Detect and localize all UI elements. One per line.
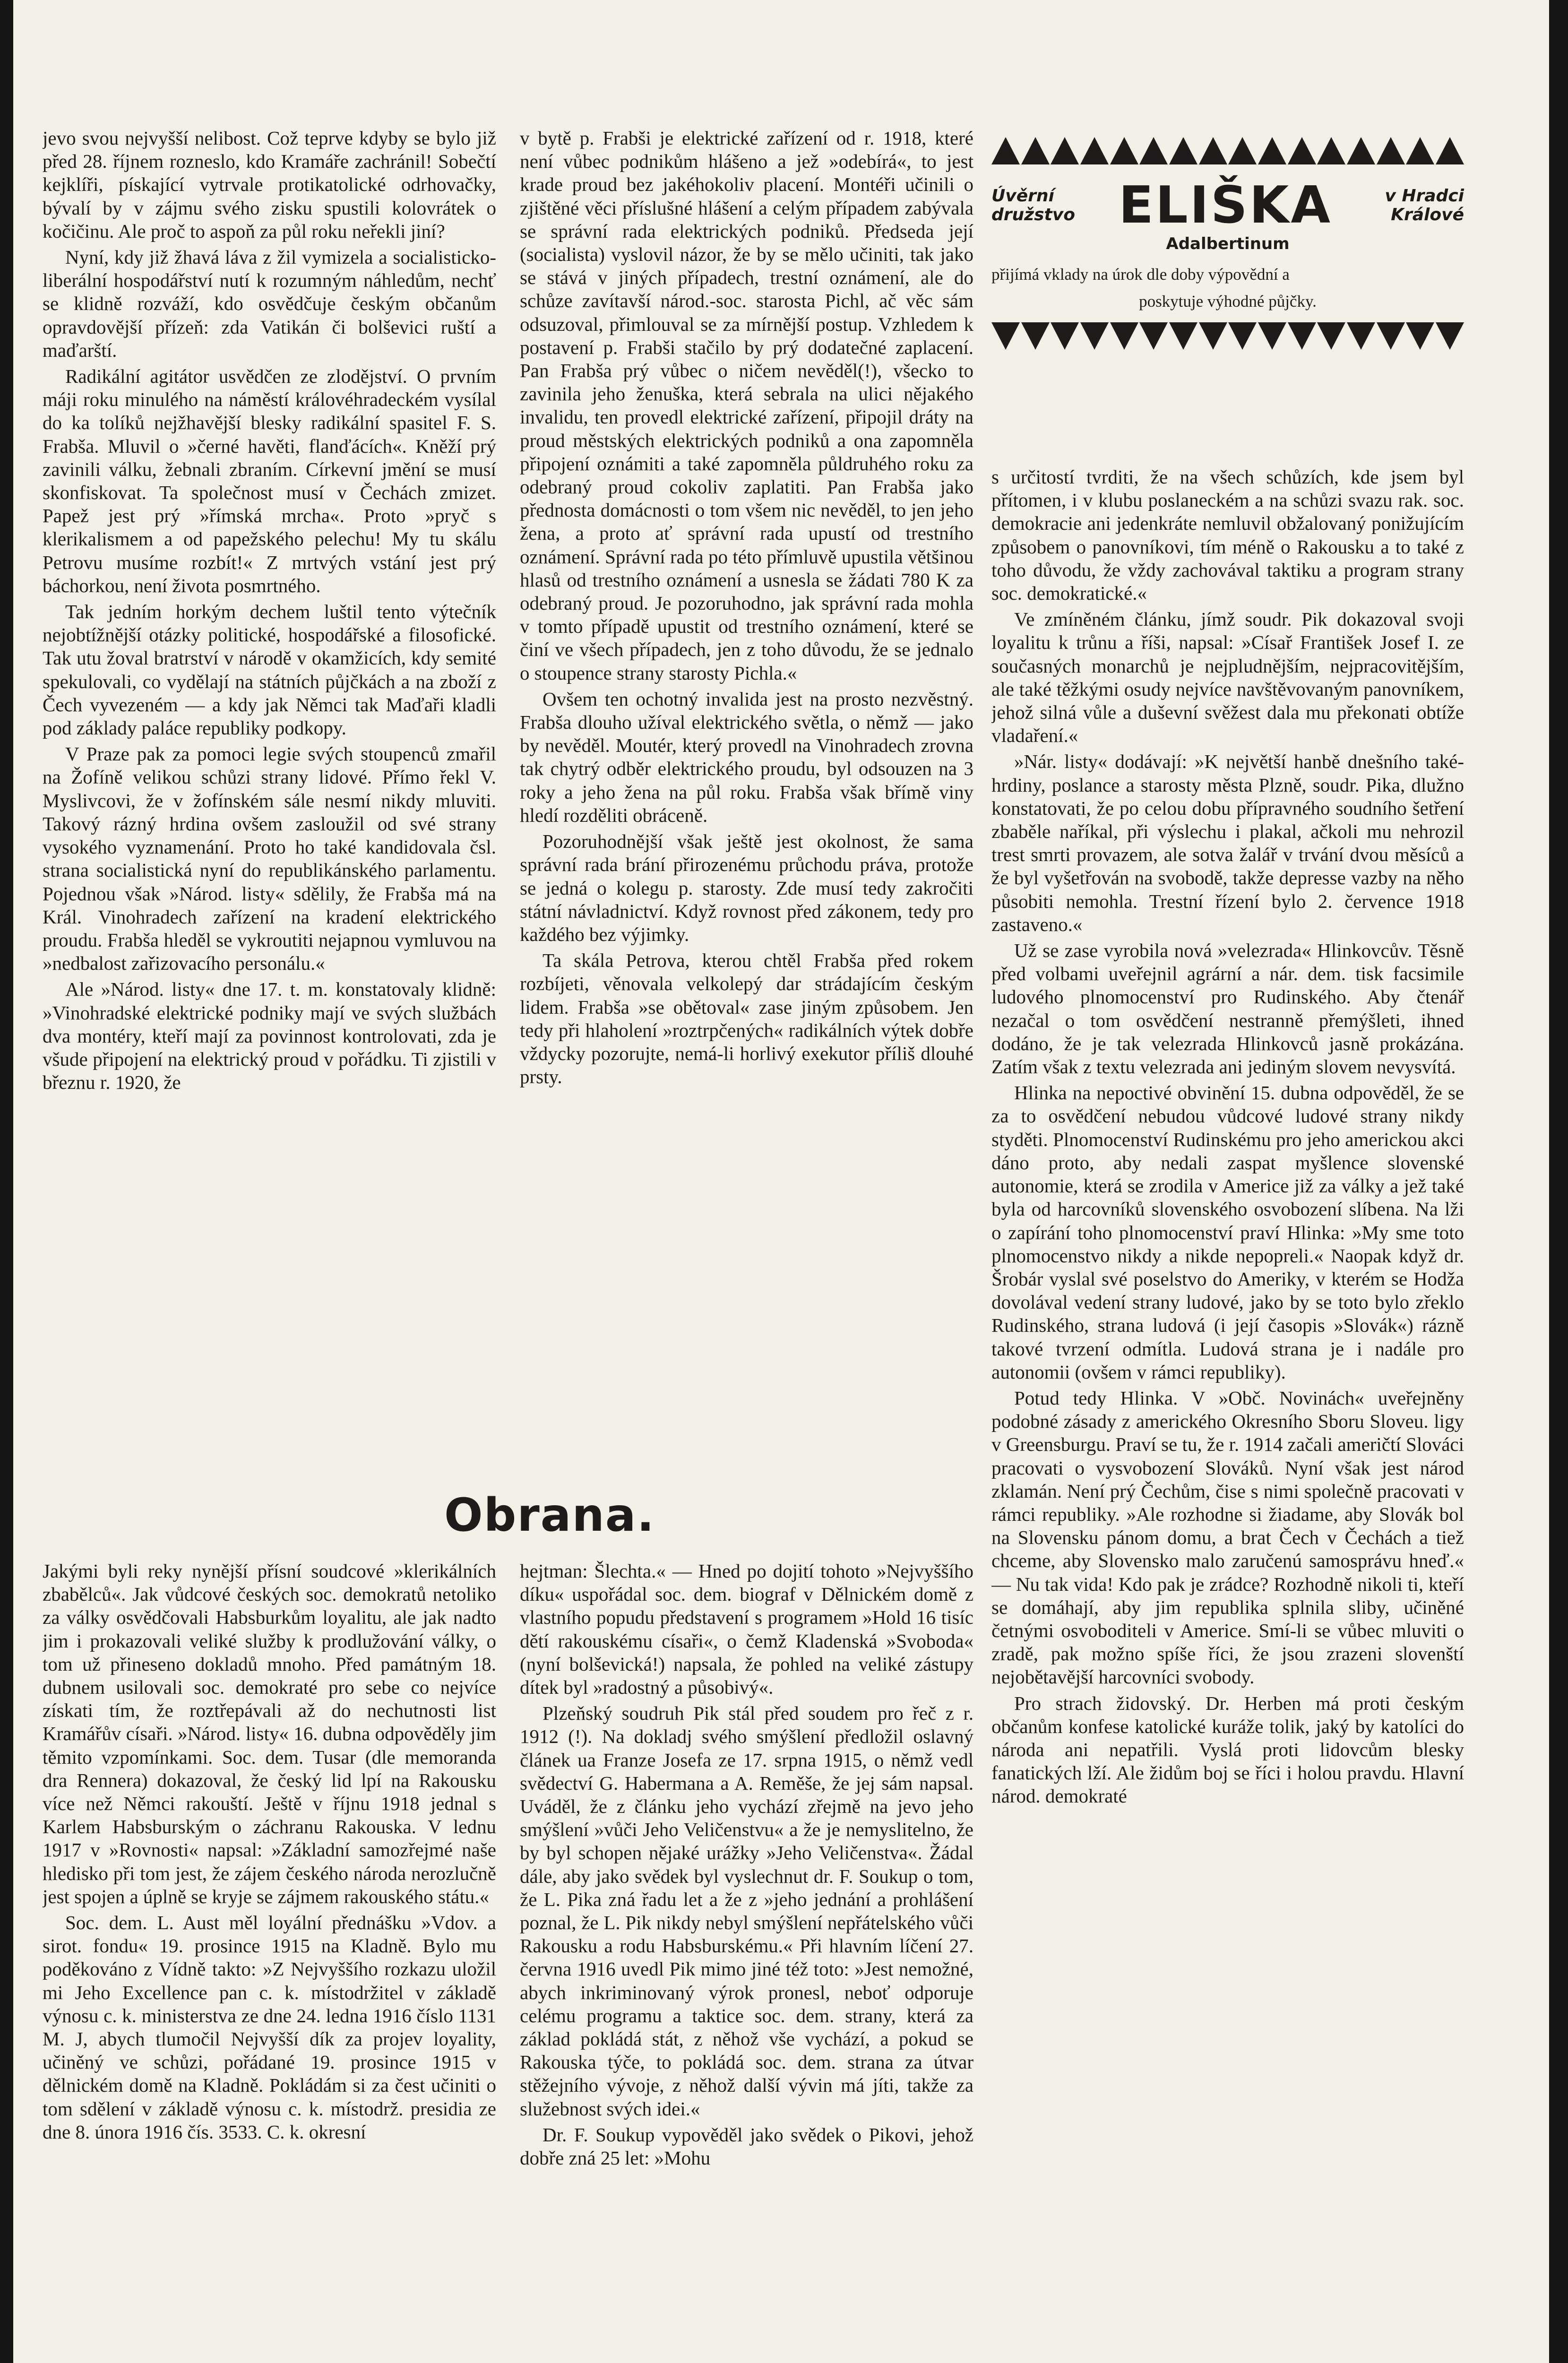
paragraph: Plzeňský soudruh Pik stál před soudem pro řeč z r. 1912 (!). Na dokladj svého smýšlení předložil oslavný článek ua Franze Josefa ze 17. srpna 1915, o němž vedl svědectví G. Habermana a A. Reměše, že jej sám napsal. Uváděl, že z článku jeho vychází zřejmě na jevo jeho smýšlení »vůči Jeho Veličenstvu« a že je nemyslitelno, že by byl schopen nějaké urážky »Jeho Veličenstva«. Žádal dále, aby jako svědek byl vyslechnut dr. F. Soukup o tom, že L. Pika zná řadu let a že z »jeho jednání a prohlášení poznal, že L. Pik nikdy nebyl smýšlení nepřátelského vůči Rakousku a rodu Habsburskému.« Při hlavním líčení 27. června 1916 uvedl Pik mimo jiné též toto: »Jest nemožné, abych inkriminovaný výrok pronesl, neboť odporuje celému programu a taktice soc. dem. strany, která za základ pokládá stát, z něhož vše vychází, a pokud se Rakouska týče, to pokládá soc. dem. strana za útvar stěžejního vývoje, z něhož další vývin má jíti, takže za služebnost svých idei.« (520, 1702, 974, 2120)
ad-offer-2: poskytuje výhodné půjčky. (1139, 292, 1317, 310)
paragraph: Už se zase vyrobila nová »velezrada« Hlinkovcův. Těsně před volbami uveřejnil agrární a nár. dem. tisk facsimile ludového plnomocenství pro Rudinského. Aby čtenář nezačal o tom osvědčení nestranně přemýšleti, ihned dodáno, že je tak velezrada Hlinkovců jasně prokázána. Zatím však z textu velezrada ani jediným slovem nevysvítá. (991, 940, 1464, 1078)
ad-brand: ELIŠKA (1119, 176, 1332, 235)
scan-border-left (0, 0, 13, 2363)
ad-bottom-triangles (991, 322, 1464, 351)
paragraph: jevo svou nejvyšší nelibost. Což teprve kdyby se bylo již před 28. říjnem rozneslo, kdo Kramáře zachránil! Sobečtí kejklíři, pískající vytrvale protikatolické odrhovačky, bývalí by v zájmu svého zisku spustili kolovrátek o kočičinu. Ale proč to aspoň za půl roku neřekli jiní? (43, 127, 496, 242)
column-4 (43, 1560, 496, 2363)
ad-left-words: Úvěrní družstvo (991, 186, 1075, 224)
column-1 (43, 127, 496, 1464)
paragraph: Potud tedy Hlinka. V »Obč. Novinách« uveřejněny podobné zásady z amerického Okresního Sboru Sloveu. ligy v Greensburgu. Praví se tu, že r. 1914 začali američtí Slováci pracovati o vysvobození Slováků. Nyní však jest národ zklamán. Není prý Čechům, čise s nimi společně pracovati v rámci republiky. »Ale rozhodne si žiadame, aby Slovák bol na Slovensku pánom domu, a brat Čech v Čechách a tiež chceme, aby Slovensko malo zaručenú samosprávu hneď.« — Nu tak vida! Kdo pak je zrádce? Rozhodně nikoli ti, kteří se domáhají, aby jim republika splnila sliby, učiněné četnými osvoboditeli v Americe. Smí-li se vůbec mluviti o zradě, pak možno spíše říci, že jsou zrazeni slovenští nejobětavější harcovníci svobody. (991, 1387, 1464, 1688)
scan-border-right (1549, 0, 1568, 2363)
paragraph: Dr. F. Soukup vypověděl jako svědek o Pikovi, jehož dobře zná 25 let: »Mohu (520, 2123, 974, 2169)
paragraph: Nyní, kdy již žhavá láva z žil vymizela a socialisticko-liberální hospodářství nutí k rozumným náhledům, nechť se klidně rozváží, kdo osvědčuje českým občanům opravdovější přízeň: zda Vatikán či bolševici ruští a maďarští. (43, 246, 496, 361)
paragraph: Radikální agitátor usvědčen ze zlodějství. O prvním máji roku minulého na náměstí královéhradeckém vysílal do ka tolíků nejžhavější blesky radikální spasitel F. S. Frabša. Mluvil o »černé havěti, flanďácích«. Kněží prý zavinili válku, žebnali zbraním. Církevní jmění se musí skonfiskovat. Ta společnost musí v Čechách zmizet. Papež jest prý »římská mrcha«. Proto »pryč s klerikalismem a od papežského pelechu! My tu skálu Petrovu musíme rozbít!« Z mrtvých vstání jest prý báchorkou, není života posmrtného. (43, 365, 496, 596)
section-title: Obrana. (444, 1489, 655, 1542)
column-3 (991, 466, 1464, 2363)
column-5 (520, 1560, 974, 2363)
paragraph: Ale »Národ. listy« dne 17. t. m. konstatovaly klidně: »Vinohradské elektrické podniky mají ve svých službách dva montéry, kteří mají za povinnost kontrolovati, zda je všude připojení na elektrický proud v pořádku. Ti zjistili v březnu r. 1920, že (43, 978, 496, 1094)
paragraph: Ve zmíněném článku, jímž soudr. Pik dokazoval svoji loyalitu k trůnu a říši, napsal: »Císař František Josef I. ze současných monarchů je nejpludnějším, nejpracovitějším, ale také těžkými osudy nejvíce navštěvovaným panovníkem, jehož silná vůle a duševní svěžest dala mu překonati obtíže vladaření.« (991, 608, 1464, 747)
paragraph: v bytě p. Frabši je elektrické zařízení od r. 1918, které není vůbec podnikům hlášeno a jež »odebírá«, to jest krade proud bez jakéhokoliv placení. Montéři učinili o zjištěné věci příslušné hlášení a celým případem zabývala se správní rada elektrických podniků. Předseda její (socialista) vyslovil názor, že by se mělo učiniti, tak jako se stává v jiných případech, trestní oznámení, ale do schůze zavítavší národ.-soc. starosta Pichl, ač věc sám odsuzoval, přimlouval se za mírnější postup. Vzhledem k postavení p. Frabši stačilo by prý dodatečné zaplacení. Pan Frabša prý vůbec o ničem nevěděl(!), všecko to zavinila jeho ženuška, která sebrala na ulici nějakého invalidu, ten provedl elektrické zařízení, připojil dráty na proud městských elektrických podniků a ona zapomněla připojení oznámiti a také zapomněla půldruhého roku za odebraný proud cokoliv zaplatiti. Pan Frabša jako přednosta domácnosti o tom všem nic nevěděl, to jen jeho žena, a proto ať správní rada upustí od trestního oznámení. Správní rada po této přímluvě upustila většinou hlasů od trestního oznámení a usnesla se žádati 780 K za odebraný proud. Je pozoruhodno, jak správní rada mohla v tomto případě upustit od trestního oznámení, které se činí ve všech případech, jen z toho důvodu, že se jednalo o stoupence strany starosty Pichla.« (520, 127, 974, 684)
ad-right-words: v Hradci Králové (1385, 186, 1464, 224)
ad-address: Adalbertinum (1166, 234, 1290, 253)
paragraph: Soc. dem. L. Aust měl loyální přednášku »Vdov. a sirot. fondu« 19. prosince 1915 na Kladně. Bylo mu poděkováno z Vídně takto: »Z Nejvyššího rozkazu uložil mi Jeho Excellence pan c. k. místodržitel v základě výnosu c. k. ministerstva ze dne 24. ledna 1916 číslo 1131 M. J, abych tlumočil Nejvyšší dík za projev loyality, učiněný ve schůzi, pořádané 19. prosince 1915 v dělnickém domě na Kladně. Pokládám si za čest učiniti o tom sdělení v základě výnosu c. k. místodrž. presidia ze dne 8. února 1916 čís. 3533. C. k. okresní (43, 1912, 496, 2143)
paragraph: V Praze pak za pomoci legie svých stoupenců zmařil na Žofíně velikou schůzi strany lidové. Přímo řekl V. Myslivcovi, že v žofínském sále nesmí nikdy mluviti. Takový rázný hrdina ovšem zasloužil od své strany vysokého vyznamenání. Proto ho také kandidovala čsl. strana socialistická nyní do republikánského parlamentu. Pojednou však »Národ. listy« sdělily, že Frabša má na Král. Vinohradech zařízení na kradení elektrického proudu. Frabša hleděl se vykroutiti nejapnou vymluvou na »nedbalost zařizovacího personálu.« (43, 743, 496, 975)
paragraph: hejtman: Šlechta.« — Hned po dojití tohoto »Nejvyššího díku« uspořádal soc. dem. biograf v Dělnickém domě z vlastního popudu představení s programem »Hold 16 tisíc dětí rakouskému císaři«, o čemž Kladenská »Svoboda« (nyní bolševická!) napsala, že pohled na veliké zástupy dítek byl »radostný a působivý«. (520, 1560, 974, 1699)
ad-offer: přijímá vklady na úrok dle doby výpovědní a (991, 265, 1290, 284)
paragraph: s určitostí tvrditi, že na všech schůzích, kde jsem byl přítomen, i v klubu poslaneckém a na schůzi svazu rak. soc. demokracie ani jedenkráte nemluvil obžalovaný ponižujícím způsobem o panovníkovi, tím méně o Rakousku a to také z toho důvodu, že vždy zachovával taktiku a program strany soc. demokratické.« (991, 466, 1464, 604)
ad-top-triangles (991, 137, 1464, 165)
paragraph: »Nár. listy« dodávají: »K největší hanbě dnešního také-hrdiny, poslance a starosty města Plzně, soudr. Pika, dlužno konstatovati, že po celou dobu přípravného soudního šetření zbaběle naříkal, při výslechu i plakal, ačkoli mu nehrozil trest smrti provazem, ale sotva žalář v trvání dvou měsíců a že byl vyšetřován na svobodě, takže depresse vazby na něho působiti nemohla. Trestní řízení bylo 2. července 1918 zastaveno.« (991, 750, 1464, 935)
paragraph: Ovšem ten ochotný invalida jest na prosto nezvěstný. Frabša dlouho užíval elektrického světla, o němž — jako by nevěděl. Moutér, který provedl na Vinohradech zrovna tak chytrý odběr elektrického proudu, byl odsouzen na 3 roky a jeho žena na půl roku. Frabša však břímě viny hledí rozděliti obráceně. (520, 688, 974, 826)
paragraph: Pozoruhodnější však ještě jest okolnost, že sama správní rada brání přirozenému průchodu práva, protože se jedná o kolegu p. starosty. Zde musí tedy zakročiti státní návladnictví. Když rovnost před zákonem, tedy pro každého bez výjimky. (520, 830, 974, 945)
paragraph: Pro strach židovský. Dr. Herben má proti českým občanům konfese katolické kuráže tolik, jaký by katolíci do národa ani nepatřili. Vyslá proti lidovcům blesky fanatických lží. Ale židům boj se říci i holou pravdu. Hlavní národ. demokraté (991, 1692, 1464, 1807)
advertisement-eliska (991, 137, 1464, 416)
column-2 (520, 127, 974, 1464)
paragraph: Jakými byli reky nynější přísní soudcové »klerikálních zbabělců«. Jak vůdcové českých soc. demokratů netoliko za války osvědčovali Habsburkům loyalitu, ale jak nadto jim i prokazovali veliké služby k prodlužování války, o tom už přineseno dokladů mnoho. Před památným 18. dubnem usilovali soc. demokraté pro sebe co nejvíce získati tím, že roztřepávali až do nechutnosti list Kramářův císaři. »Národ. listy« 16. dubna odpověděly jim těmito vzpomínkami. Soc. dem. Tusar (dle memoranda dra Rennera) dokazoval, že český lid lpí na Rakousku více než Němci rakouští. Ještě v říjnu 1918 jednal s Karlem Habsburským o záchranu Rakouska. V lednu 1917 v »Rovnosti« napsal: »Základní samozřejmé naše hledisko při tom jest, že zájem českého národa nerozlučně jest spojen a úplně se kryje se zájmem rakouského státu.« (43, 1560, 496, 1907)
paragraph: Hlinka na nepoctivé obvinění 15. dubna odpověděl, že se za to osvědčení nebudou vůdcové ludové strany nikdy styděti. Plnomocenství Rudinskému pro jeho americkou akci dáno proto, aby nedali zaspat myšlence slovenské autonomie, která se zrodila v Americe již za války a jež také byla od harcovníků slovenského osvobození slíbena. Na lži o zapírání toho plnomocenství praví Hlinka: »My sme toto plnomocenstvo nikdy a nikde nepopreli.« Naopak když dr. Šrobár vyslal své poselstvo do Ameriky, v kterém se Hodža dovolával vedení strany ludové, jako by se toto bylo zřeklo Rudinského, strana ludová (i její časopis »Slovák«) rázně takové tvrzení odmítla. Ludová strana je i nadále pro autonomii (ovšem v rámci republiky). (991, 1082, 1464, 1383)
paragraph: Tak jedním horkým dechem luštil tento výtečník nejobtížnější otázky politické, hospodářské a filosofické. Tak utu žoval bratrství v národě v okamžicích, kdy semité spekulovali, co vydělají na státních půjčkách a na zboží z Čech vyvezeném — a kdy jak Němci tak Maďaři kladli pod základy paláce republiky podkopy. (43, 601, 496, 739)
paragraph: Ta skála Petrova, kterou chtěl Frabša před rokem rozbíjeti, věnovala velkolepý dar strádajícím českým lidem. Frabša »se obětoval« zase jiným způsobem. Jen tedy při hlaholení »roztrpčených« radikálních výtek dobře vždycky pozorujte, nemá-li horlivý exekutor příliš dlouhé prsty. (520, 949, 974, 1088)
